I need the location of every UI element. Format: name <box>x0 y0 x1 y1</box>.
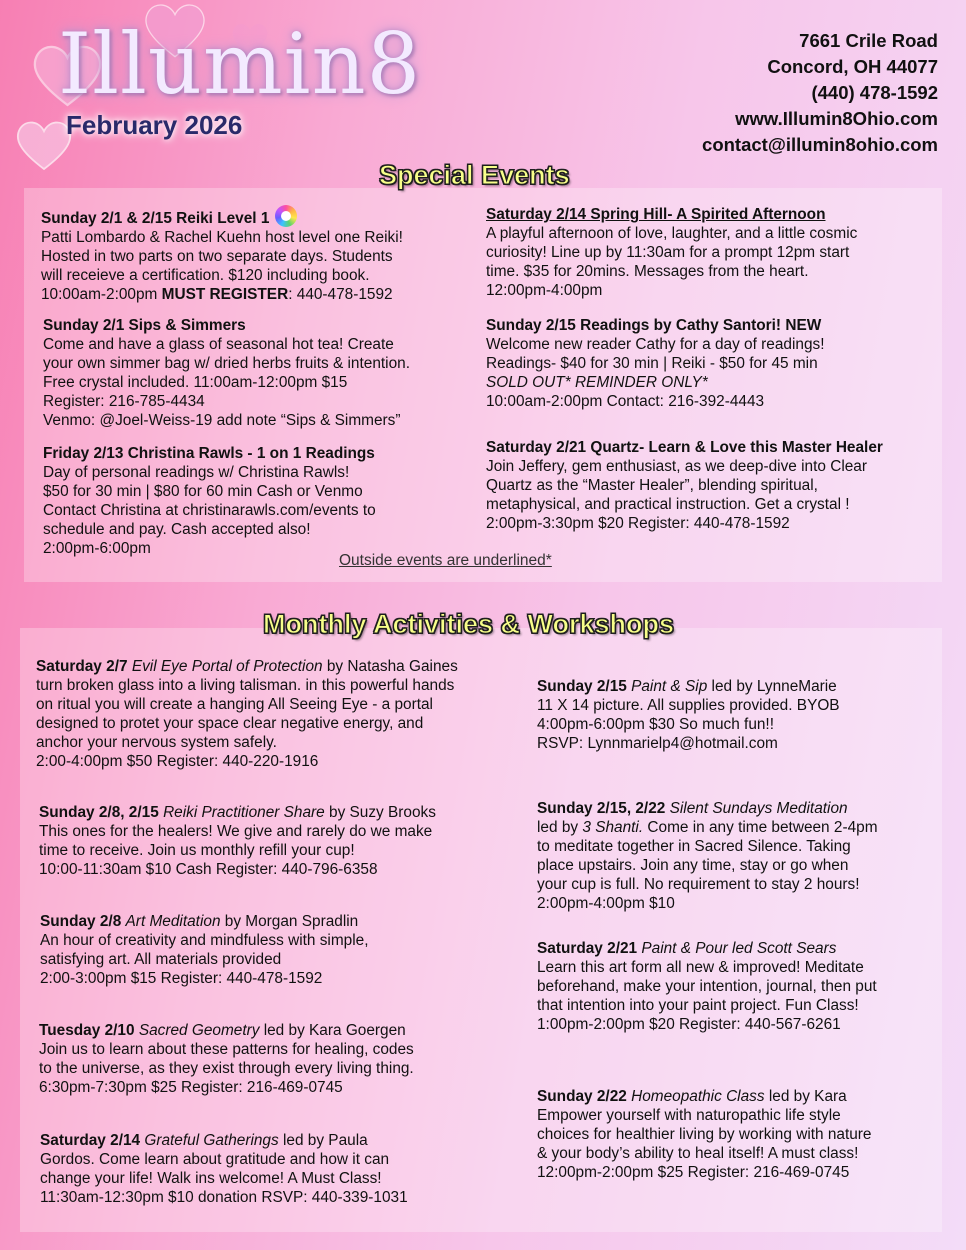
event-line: schedule and pay. Cash accepted also! <box>43 521 311 538</box>
event-line: to meditate together in Sacred Silence. Taking <box>537 838 851 855</box>
event-line: Join Jeffery, gem enthusiast, as we deep-dive into Clear <box>486 458 867 475</box>
event-heading: Saturday 2/21 Quartz- Learn & Love this Master Healer <box>486 439 883 456</box>
event-line: 2:00-4:00pm $50 Register: 440-220-1916 <box>36 753 319 770</box>
event-line: change your life! Walk ins welcome! A Must Class! <box>40 1170 382 1187</box>
event-name: Sacred Geometry <box>138 1022 260 1039</box>
event-date: Saturday 2/21 <box>537 940 638 957</box>
special-event-spring-hill <box>486 205 857 300</box>
monthly-event-art-meditation <box>40 912 368 988</box>
event-line: 2:00pm-6:00pm <box>43 540 151 557</box>
event-line: Empower yourself with naturopathic life style <box>537 1107 841 1124</box>
event-heading: Sunday 2/15 Readings by Cathy Santori! NEW <box>486 317 822 334</box>
event-name: Homeopathic Class <box>631 1088 765 1105</box>
event-line: will receieve a certification. $120 including book. <box>41 267 370 284</box>
special-event-quartz <box>486 438 883 533</box>
event-line: Register: 216-785-4434 <box>43 393 205 410</box>
event-heading <box>537 799 878 818</box>
event-line: 12:00pm-2:00pm $25 Register: 216-469-0745 <box>537 1164 850 1181</box>
event-line: your own simmer bag w/ dried herbs fruits & intention. <box>43 355 410 372</box>
special-event-sips <box>43 316 410 430</box>
monthly-event-reiki-share <box>39 803 436 879</box>
sold-out-note: SOLD OUT* REMINDER ONLY* <box>486 374 708 391</box>
event-heading: Sunday 2/1 Sips & Simmers <box>43 317 246 334</box>
event-line: Learn this art form all new & improved! Meditate <box>537 959 864 976</box>
event-date: Sunday 2/15 <box>537 678 627 695</box>
monthly-event-sacred-geometry <box>39 1021 414 1097</box>
event-name: Reiki Practitioner Share <box>163 804 325 821</box>
event-host: led by Kara <box>764 1088 847 1105</box>
event-line: your cup is full. No requirement to stay 2 hours! <box>537 876 860 893</box>
event-line: Join us to learn about these patterns for healing, codes <box>39 1041 414 1058</box>
must-register: MUST REGISTER <box>161 286 289 303</box>
event-line: 11 X 14 picture. All supplies provided. BYOB <box>537 697 840 714</box>
event-line: 4:00pm-6:00pm $30 So much fun!! <box>537 716 774 733</box>
event-line: satisfying art. All materials provided <box>40 951 282 968</box>
event-line: anchor your nervous system safely. <box>36 734 277 751</box>
event-line: 6:30pm-7:30pm $25 Register: 216-469-0745 <box>39 1079 343 1096</box>
outside-events-note: Outside events are underlined* <box>339 552 552 569</box>
event-line: beforehand, make your intention, journal, then put <box>537 978 877 995</box>
contact-block <box>702 28 938 158</box>
event-host-prefix: led by <box>537 819 583 836</box>
event-line: place upstairs. Join any time, stay or go when <box>537 857 849 874</box>
event-host: led by Kara Goergen <box>259 1022 406 1039</box>
event-line: choices for healthier living by working with nature <box>537 1126 872 1143</box>
event-name: Art Meditation <box>125 913 221 930</box>
event-line: 10:00am-2:00pm Contact: 216-392-4443 <box>486 393 765 410</box>
monthly-event-paint-sip <box>537 677 840 753</box>
event-line: Quartz as the “Master Healer”, blending spiritual, <box>486 477 818 494</box>
event-phone: : 440-478-1592 <box>288 286 393 303</box>
event-line: 2:00pm-3:30pm $20 Register: 440-478-1592 <box>486 515 790 532</box>
event-line: An hour of creativity and mindfuless with simple, <box>40 932 369 949</box>
event-line-rest: Come in any time between 2-4pm <box>643 819 878 836</box>
event-heading <box>40 1131 408 1150</box>
event-line: 1:00pm-2:00pm $20 Register: 440-567-6261 <box>537 1016 841 1033</box>
event-line: Venmo: @Joel-Weiss-19 add note “Sips & Simmers” <box>43 412 401 429</box>
event-name: Grateful Gatherings <box>144 1132 279 1149</box>
event-time: 10:00am-2:00pm <box>41 286 162 303</box>
event-line: 2:00-3:00pm $15 Register: 440-478-1592 <box>40 970 323 987</box>
event-line: Hosted in two parts on two separate days. Students <box>41 248 393 265</box>
event-date: Sunday 2/8 <box>40 913 122 930</box>
event-line: time to receive. Join us monthly refill your cup! <box>39 842 355 859</box>
event-heading: Sunday 2/1 & 2/15 Reiki Level 1 <box>41 210 270 227</box>
special-event-reiki <box>41 205 403 304</box>
event-date: Saturday 2/14 <box>40 1132 141 1149</box>
event-line: Patti Lombardo & Rachel Kuehn host level one Reiki! <box>41 229 403 246</box>
email-link[interactable]: contact@illumin8ohio.com <box>702 134 938 155</box>
event-date: Sunday 2/15, 2/22 <box>537 800 666 817</box>
event-line: Readings- $40 for 30 min | Reiki - $50 for 45 min <box>486 355 818 372</box>
event-line: designed to protet your space clear negative energy, and <box>36 715 424 732</box>
event-date: Sunday 2/22 <box>537 1088 627 1105</box>
event-name: Silent Sundays Meditation <box>669 800 848 817</box>
logo: Illumin8 <box>58 15 422 113</box>
event-line: $50 for 30 min | $80 for 60 min Cash or Venmo <box>43 483 363 500</box>
monthly-event-homeopathic <box>537 1087 871 1182</box>
monthly-event-silent-sundays <box>537 799 878 913</box>
event-line: Gordos. Come learn about gratitude and how it can <box>40 1151 390 1168</box>
event-line: that intention into your paint project. Fun Class! <box>537 997 859 1014</box>
event-line <box>41 285 403 304</box>
event-heading: Friday 2/13 Christina Rawls - 1 on 1 Readings <box>43 445 375 462</box>
event-date: Tuesday 2/10 <box>39 1022 135 1039</box>
event-line: metaphysical, and practical instruction. Get a crystal ! <box>486 496 850 513</box>
event-host: 3 Shanti. <box>582 819 644 836</box>
event-line: Come and have a glass of seasonal hot tea! Create <box>43 336 394 353</box>
special-events-title: Special Events <box>379 160 570 190</box>
special-event-cathy <box>486 316 824 411</box>
event-date: Saturday 2/7 <box>36 658 128 675</box>
event-line: Welcome new reader Cathy for a day of readings! <box>486 336 825 353</box>
event-line: curiosity! Line up by 11:30am for a prompt 12pm start <box>486 244 850 261</box>
monthly-event-paint-pour <box>537 939 877 1034</box>
event-heading <box>36 657 458 676</box>
reiki-spiral-icon <box>275 205 297 227</box>
event-name: Paint & Sip <box>631 678 708 695</box>
event-host: led by Paula <box>278 1132 368 1149</box>
address-line-2: Concord, OH 44077 <box>767 56 938 77</box>
event-line: Contact Christina at christinarawls.com/events to <box>43 502 376 519</box>
event-host: led by LynneMarie <box>707 678 837 695</box>
special-event-christina <box>43 444 376 558</box>
event-heading: Saturday 2/14 Spring Hill- A Spirited Afternoon <box>486 206 826 223</box>
event-heading <box>537 939 877 958</box>
event-line: RSVP: Lynnmarielp4@hotmail.com <box>537 735 778 752</box>
event-heading <box>537 1087 871 1106</box>
event-line: Day of personal readings w/ Christina Rawls! <box>43 464 350 481</box>
event-date: Sunday 2/8, 2/15 <box>39 804 159 821</box>
event-line: 10:00-11:30am $10 Cash Register: 440-796-6358 <box>39 861 378 878</box>
event-heading <box>39 803 436 822</box>
heart-decoration-icon <box>14 115 74 175</box>
event-name: Paint & Pour led Scott Sears <box>641 940 837 957</box>
event-heading <box>40 912 368 931</box>
event-line: to the universe, as they exist through every living thing. <box>39 1060 414 1077</box>
event-name: Evil Eye Portal of Protection <box>131 658 323 675</box>
website-link[interactable]: www.Illumin8Ohio.com <box>735 108 938 129</box>
event-line: 2:00pm-4:00pm $10 <box>537 895 675 912</box>
event-host: by Suzy Brooks <box>324 804 436 821</box>
event-line: time. $35 for 20mins. Messages from the heart. <box>486 263 809 280</box>
monthly-event-grateful-gatherings <box>40 1131 408 1207</box>
event-line: 11:30am-12:30pm $10 donation RSVP: 440-339-1031 <box>40 1189 408 1206</box>
event-line: & your body’s ability to heal itself! A must class! <box>537 1145 859 1162</box>
event-host: by Natasha Gaines <box>322 658 458 675</box>
month-title: February 2026 <box>66 110 243 140</box>
event-line: A playful afternoon of love, laughter, and a little cosmic <box>486 225 858 242</box>
monthly-activities-title: Monthly Activities & Workshops <box>263 609 675 639</box>
address-line-1: 7661 Crile Road <box>799 30 938 51</box>
event-line: This ones for the healers! We give and rarely do we make <box>39 823 433 840</box>
monthly-event-evil-eye <box>36 657 458 771</box>
event-host: by Morgan Spradlin <box>220 913 359 930</box>
phone-number: (440) 478-1592 <box>811 82 938 103</box>
event-line: 12:00pm-4:00pm <box>486 282 603 299</box>
event-line: Free crystal included. 11:00am-12:00pm $15 <box>43 374 348 391</box>
event-heading <box>39 1021 414 1040</box>
event-line: turn broken glass into a living talisman. in this powerful hands <box>36 677 455 694</box>
event-heading <box>537 677 840 696</box>
event-line: on ritual you will create a hanging All Seeing Eye - a portal <box>36 696 433 713</box>
event-line <box>537 818 878 837</box>
